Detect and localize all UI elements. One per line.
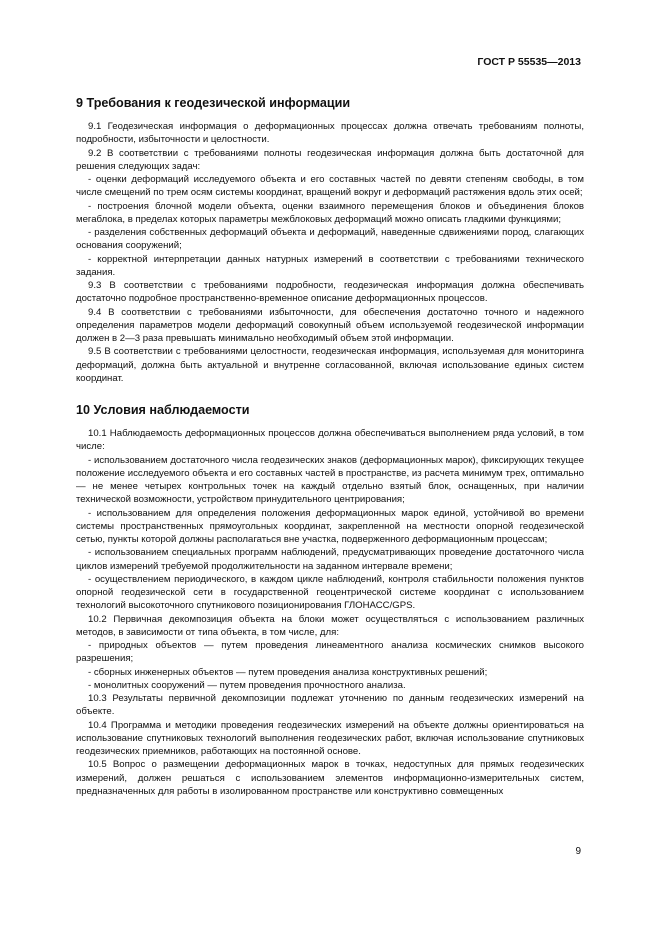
paragraph: 10.2 Первичная декомпозиция объекта на блоки может осуществляться с использованием различных методов, в зависимости от типа объекта, в том числе, для:: [76, 613, 584, 638]
list-item: - монолитных сооружений — путем проведения прочностного анализа.: [88, 679, 406, 691]
list-item: - природных объектов — путем проведения линеаментного анализа космических снимков высокого разрешения;: [76, 640, 584, 665]
section-9-title: 9 Требования к геодезической информации: [76, 96, 351, 110]
paragraph: 9.5 В соответствии с требованиями целостности, геодезическая информация, используемая для мониторинга деформаций, должна быть актуальной и внутренне согласованной, включая использование единых систем координат.: [76, 346, 584, 384]
list-item: - использованием для определения положения деформационных марок единой, устойчивой во времени системы пространственных прямоугольных координат, закрепленной на местности опорной геодезической сетью, пункты которой должны располагаться вне участка, подверженного деформационным процессам;: [76, 507, 584, 545]
list-item: - разделения собственных деформаций объекта и деформаций, наведенные сдвижениями пород, слагающих основания сооружений;: [76, 227, 584, 252]
page-content: [76, 96, 584, 798]
paragraph: 9.1 Геодезическая информация о деформационных процессах должна отвечать требованиям полноты, подробности, избыточности и целостности.: [76, 121, 584, 146]
list-item: - использованием специальных программ наблюдений, предусматривающих проведение достаточного числа циклов измерений требуемой продолжительности на заданном интервале времени;: [76, 547, 584, 572]
page-number: 9: [575, 846, 581, 857]
section-10-title: 10 Условия наблюдаемости: [76, 403, 250, 417]
list-item: - сборных инженерных объектов — путем проведения анализа конструктивных решений;: [88, 666, 488, 678]
paragraph: 10.4 Программа и методики проведения геодезических измерений на объекте должны ориентироваться на использование спутниковых технологий выполнения геодезических работ, включая использование спутниковых геодезических приемников, работающих на постоянной основе.: [76, 719, 584, 757]
paragraph: 10.5 Вопрос о размещении деформационных марок в точках, недоступных для прямых геодезических измерений, должен решаться с использованием элементов информационно-измерительных систем, предназначенных для работы в изолированном пространстве или конструктивно совмещенных: [76, 759, 584, 797]
list-item: - корректной интерпретации данных натурных измерений в соответствии с требованиями технического задания.: [76, 253, 584, 278]
list-item: - построения блочной модели объекта, оценки взаимного перемещения блоков и объединения блоков мегаблока, в пределах которых параметры межблоковых деформаций можно описать гладкими функциями;: [76, 200, 584, 225]
paragraph: 9.2 В соответствии с требованиями полноты геодезическая информация должна быть достаточной для решения следующих задач:: [76, 147, 584, 172]
paragraph: 9.3 В соответствии с требованиями подробности, геодезическая информация должна обеспечивать достаточно подробное пространственно-временное описание деформационных процессов.: [76, 280, 584, 305]
list-item: - использованием достаточного числа геодезических знаков (деформационных марок), фиксирующих текущее положение исследуемого объекта и его составных частей в пространстве, из расчета минимум трех, оптимально — не менее четырех контрольных точек на каждый отдельно взятый блок, оснащенных, при наличии технической возможности, устройством принудительного центрирования;: [76, 454, 584, 506]
list-item: - осуществлением периодического, в каждом цикле наблюдений, контроля стабильности положения пунктов опорной геодезической сети в государственной геоцентрической системе координат с использованием технологий высокоточного спутникового позиционирования ГЛОНАСС/GPS.: [76, 573, 584, 612]
paragraph: 10.1 Наблюдаемость деформационных процессов должна обеспечиваться выполнением ряда условий, в том числе:: [76, 428, 584, 453]
document-id: ГОСТ Р 55535—2013: [477, 56, 581, 68]
paragraph: 9.4 В соответствии с требованиями избыточности, для обеспечения достаточно точного и надежного определения параметров модели деформаций совокупный объем используемой геодезической информации должен в 2—3 раза превышать минимально необходимый объем этой информации.: [76, 306, 584, 344]
list-item: - оценки деформаций исследуемого объекта и его составных частей по девяти степеням свободы, в том числе смещений по трем осям системы координат, вращений вокруг и деформаций растяжения вдоль этих осей;: [76, 174, 584, 199]
paragraph: 10.3 Результаты первичной декомпозиции подлежат уточнению по данным геодезических измерений на объекте.: [76, 693, 584, 718]
